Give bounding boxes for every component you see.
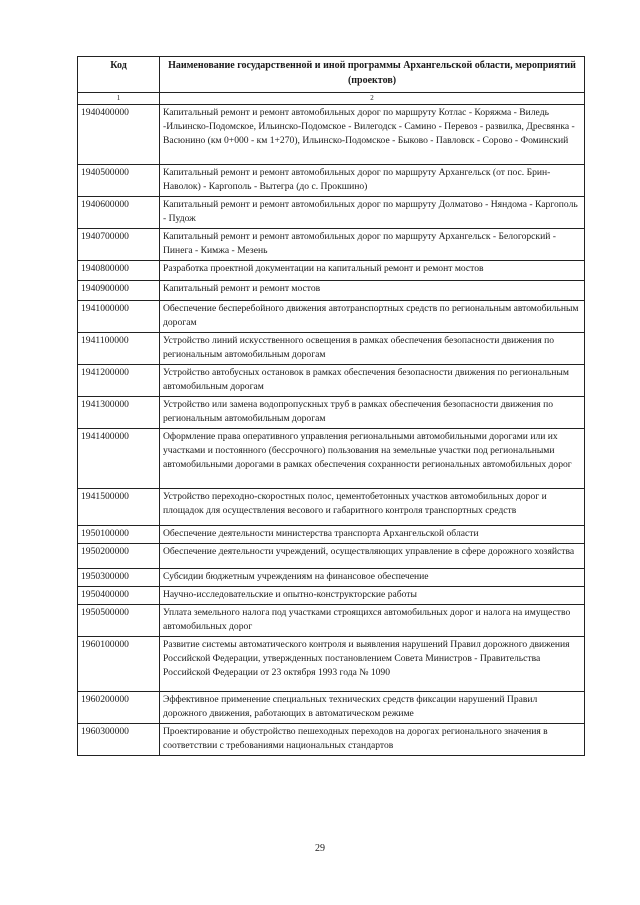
table-index-row <box>78 93 585 105</box>
program-table <box>77 56 585 756</box>
header-name: Наименование государственной и иной программы Архангельской области, мероприятий (проектов) <box>160 57 585 93</box>
row-name: Устройство или замена водопропускных труб в рамках обеспечения безопасности движения по региональным автомобильным дорогам <box>160 397 585 429</box>
row-name: Обеспечение бесперебойного движения автотранспортных средств по региональным автомобильным дорогам <box>160 301 585 333</box>
row-name: Проектирование и обустройство пешеходных переходов на дорогах регионального значения в соответствии с требованиями национальных стандартов <box>160 724 585 756</box>
row-code: 1940400000 <box>78 105 160 165</box>
table-row <box>78 365 585 397</box>
table-row <box>78 333 585 365</box>
table-row <box>78 229 585 261</box>
table-header-row <box>78 57 585 93</box>
table-row <box>78 692 585 724</box>
row-name: Научно-исследовательские и опытно-конструкторские работы <box>160 587 585 605</box>
table-row <box>78 544 585 569</box>
table-row <box>78 724 585 756</box>
table-row <box>78 587 585 605</box>
row-code: 1960300000 <box>78 724 160 756</box>
table-row <box>78 429 585 489</box>
table-row <box>78 526 585 544</box>
row-code: 1941100000 <box>78 333 160 365</box>
row-code: 1950400000 <box>78 587 160 605</box>
row-code: 1960100000 <box>78 637 160 692</box>
row-name: Разработка проектной документации на капитальный ремонт и ремонт мостов <box>160 261 585 281</box>
row-code: 1941000000 <box>78 301 160 333</box>
row-name: Уплата земельного налога под участками строящихся автомобильных дорог и налога на имущество автомобильных дорог <box>160 605 585 637</box>
table-row <box>78 261 585 281</box>
row-code: 1950200000 <box>78 544 160 569</box>
row-code: 1941200000 <box>78 365 160 397</box>
table-row <box>78 197 585 229</box>
row-name: Субсидии бюджетным учреждениям на финансовое обеспечение <box>160 569 585 587</box>
row-code: 1940600000 <box>78 197 160 229</box>
row-name: Капитальный ремонт и ремонт автомобильных дорог по маршруту Архангельск - Белогорский - Пинега - Кимжа - Мезень <box>160 229 585 261</box>
row-code: 1950100000 <box>78 526 160 544</box>
row-code: 1940700000 <box>78 229 160 261</box>
row-name: Устройство линий искусственного освещения в рамках обеспечения безопасности движения по региональным автомобильным дорогам <box>160 333 585 365</box>
table-body <box>78 105 585 756</box>
row-code: 1941300000 <box>78 397 160 429</box>
table-row <box>78 301 585 333</box>
table-row <box>78 397 585 429</box>
row-name: Капитальный ремонт и ремонт мостов <box>160 281 585 301</box>
row-code: 1940800000 <box>78 261 160 281</box>
row-code: 1950300000 <box>78 569 160 587</box>
table-row <box>78 489 585 526</box>
row-code: 1941500000 <box>78 489 160 526</box>
index-name: 2 <box>160 93 585 105</box>
row-name: Эффективное применение специальных технических средств фиксации нарушений Правил дорожного движения, работающих в автоматическом режиме <box>160 692 585 724</box>
row-name: Оформление права оперативного управления региональными автомобильными дорогами или их участками и постоянного (бессрочного) пользования на земельные участки под региональными автомобильными дорогами в рамках обеспечения сохранности региональных автомобильных дорог <box>160 429 585 489</box>
row-name: Капитальный ремонт и ремонт автомобильных дорог по маршруту Котлас - Коряжма - Виледь -Ильинско-Подомское, Ильинско-Подомское - Вилегодск - Самино - Перевоз - развилка, Дресвянка - Васюнино (км 0+000 - км 1+270), Ильинско-Подомское - Быково - Павловск - Сорово - Фоминский <box>160 105 585 165</box>
header-code: Код <box>78 57 160 93</box>
table-row <box>78 281 585 301</box>
row-name: Устройство переходно-скоростных полос, цементобетонных участков автомобильных дорог и площадок для осуществления весового и габаритного контроля транспортных средств <box>160 489 585 526</box>
row-code: 1950500000 <box>78 605 160 637</box>
table-row <box>78 165 585 197</box>
row-name: Обеспечение деятельности министерства транспорта Архангельской области <box>160 526 585 544</box>
row-code: 1940500000 <box>78 165 160 197</box>
row-code: 1940900000 <box>78 281 160 301</box>
page-number: 29 <box>315 843 325 854</box>
table-row <box>78 637 585 692</box>
row-name: Устройство автобусных остановок в рамках обеспечения безопасности движения по региональным автомобильным дорогам <box>160 365 585 397</box>
index-code: 1 <box>78 93 160 105</box>
table-row <box>78 605 585 637</box>
row-name: Обеспечение деятельности учреждений, осуществляющих управление в сфере дорожного хозяйства <box>160 544 585 569</box>
table-row <box>78 105 585 165</box>
table-row <box>78 569 585 587</box>
row-name: Капитальный ремонт и ремонт автомобильных дорог по маршруту Архангельск (от пос. Брин-Наволок) - Каргополь - Вытегра (до с. Прокшино) <box>160 165 585 197</box>
row-code: 1941400000 <box>78 429 160 489</box>
row-name: Развитие системы автоматического контроля и выявления нарушений Правил дорожного движения Российской Федерации, утвержденных постановлением Совета Министров - Правительства Российской Федерации от 23 октября 1993 года № 1090 <box>160 637 585 692</box>
row-code: 1960200000 <box>78 692 160 724</box>
row-name: Капитальный ремонт и ремонт автомобильных дорог по маршруту Долматово - Няндома - Каргополь - Пудож <box>160 197 585 229</box>
